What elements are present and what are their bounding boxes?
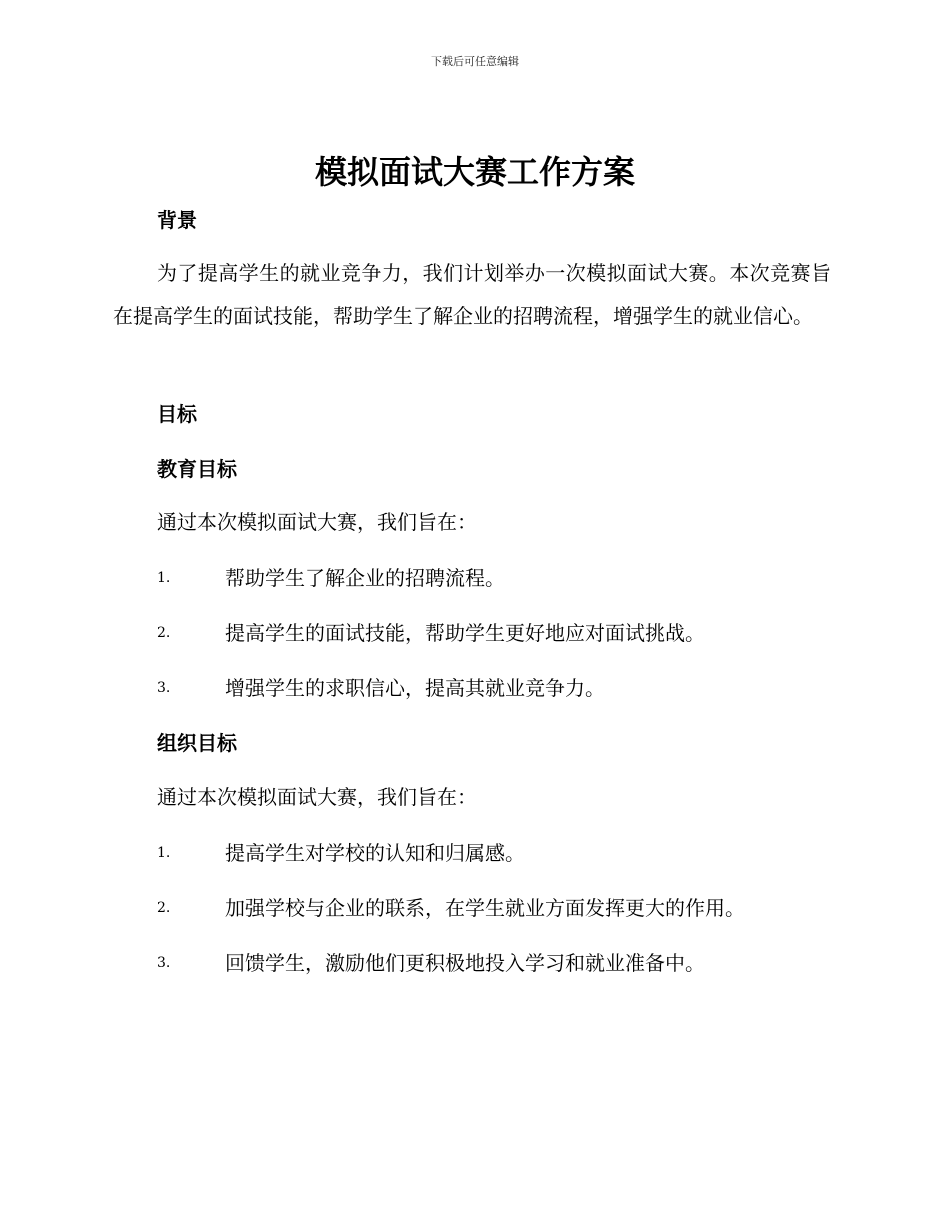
list-item-text: 提高学生对学校的认知和归属感。	[225, 841, 525, 865]
header-note: 下载后可任意编辑	[431, 55, 519, 68]
document-title: 模拟面试大赛工作方案	[314, 153, 635, 191]
list-item-number: 1.	[157, 845, 171, 861]
list-item-number: 1.	[157, 570, 171, 586]
heading-education-goals: 教育目标	[157, 457, 237, 481]
list-item-text: 加强学校与企业的联系，在学生就业方面发挥更大的作用。	[225, 896, 745, 920]
list-item	[157, 674, 837, 702]
education-intro: 通过本次模拟面试大赛，我们旨在：	[157, 510, 477, 534]
list-item-number: 3.	[157, 955, 171, 971]
heading-goals: 目标	[157, 402, 197, 426]
list-item	[157, 619, 837, 647]
heading-background: 背景	[157, 208, 197, 232]
list-item	[157, 894, 837, 922]
list-item	[157, 949, 837, 977]
list-item-number: 2.	[157, 900, 171, 916]
list-item	[157, 564, 837, 592]
list-item-number: 3.	[157, 680, 171, 696]
list-item-text: 增强学生的求职信心，提高其就业竞争力。	[225, 676, 605, 700]
list-item-number: 2.	[157, 625, 171, 641]
list-item	[157, 839, 837, 867]
background-paragraph: 为了提高学生的就业竞争力，我们计划举办一次模拟面试大赛。本次竞赛旨在提高学生的面试技能，帮助学生了解企业的招聘流程，增强学生的就业信心。	[113, 261, 831, 328]
heading-organization-goals: 组织目标	[157, 731, 237, 755]
organization-intro: 通过本次模拟面试大赛，我们旨在：	[157, 785, 477, 809]
list-item-text: 回馈学生，激励他们更积极地投入学习和就业准备中。	[225, 951, 705, 975]
list-item-text: 提高学生的面试技能，帮助学生更好地应对面试挑战。	[225, 621, 705, 645]
list-item-text: 帮助学生了解企业的招聘流程。	[225, 566, 505, 590]
